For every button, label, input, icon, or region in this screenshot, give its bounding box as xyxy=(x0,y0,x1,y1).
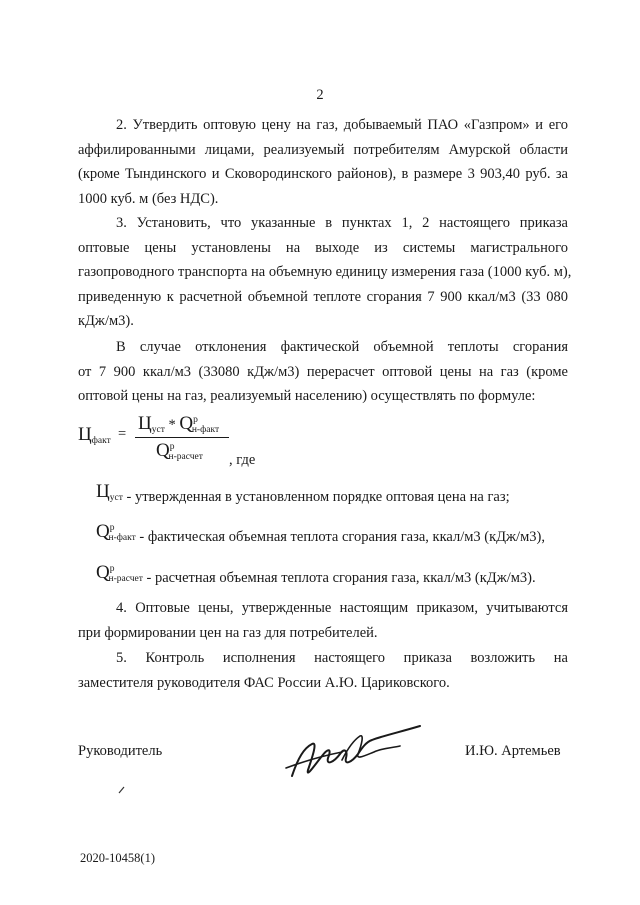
text-line: приведенную к расчетной объемной теплоте сгорания 7 900 ккал/м3 (33 080 xyxy=(78,288,568,305)
text-line: (кроме Тындинского и Сковородинского районов), в размере 3 903,40 руб. за xyxy=(78,166,568,182)
paragraph-5 xyxy=(78,646,568,695)
text-line: В случае отклонения фактической объемной теплоты сгорания xyxy=(116,339,568,355)
def-text: - утвержденная в установленном порядке оптовая цена на газ; xyxy=(122,489,510,505)
text-line: газопроводного транспорта на объемную единицу измерения газа (1000 куб. м), xyxy=(78,264,572,280)
text-line: аффилированными лицами, реализуемый потребителям Амурской области xyxy=(78,141,568,158)
pen-mark xyxy=(118,786,126,794)
paragraph-case xyxy=(78,335,568,409)
text-line: от 7 900 ккал/м3 (33080 кДж/м3) перерасчет оптовой цены на газ (кроме xyxy=(78,363,568,380)
definition-fact-heat xyxy=(96,521,545,546)
formula-equals: = xyxy=(118,426,127,442)
formula-num-b-sup: р xyxy=(193,415,198,425)
text-line: 2. Утвердить оптовую цену на газ, добываемый ПАО «Газпром» и его xyxy=(116,117,568,133)
definition-price xyxy=(96,481,510,506)
formula-num-a: Ц xyxy=(138,413,152,434)
formula-lhs-sub: факт xyxy=(91,436,111,446)
formula-tail: , где xyxy=(229,452,256,468)
text-line: оптовой цены на газ, реализуемый населению) осуществлять по формуле: xyxy=(78,388,536,404)
document-number: 2020-10458(1) xyxy=(80,851,155,865)
formula-times: * xyxy=(164,417,180,433)
def-text: - фактическая объемная теплота сгорания газа, ккал/м3 (кДж/м3), xyxy=(135,529,545,545)
formula-lhs: Ц xyxy=(78,424,92,445)
text-line: заместителя руководителя ФАС России А.Ю. Цариковского. xyxy=(78,674,450,691)
formula-num-b-sub: н-факт xyxy=(191,425,220,435)
def-symbol-sup: р xyxy=(109,564,115,574)
text-line: 3. Установить, что указанные в пунктах 1, 2 настоящего приказа xyxy=(116,215,568,231)
text-line: кДж/м3). xyxy=(78,313,134,329)
fraction-bar xyxy=(135,437,229,438)
def-symbol-sup: р xyxy=(109,523,115,533)
text-line: 1000 куб. м (без НДС). xyxy=(78,190,219,207)
def-symbol-sub: н-факт xyxy=(108,533,136,543)
signer-role: Руководитель xyxy=(78,743,163,759)
def-symbol: Q xyxy=(96,521,110,542)
handwritten-signature xyxy=(282,718,427,788)
formula-denominator xyxy=(156,440,203,462)
formula-den-sub: н-расчет xyxy=(168,452,203,462)
formula-den-sup: р xyxy=(169,442,175,452)
signer-name: И.Ю. Артемьев xyxy=(465,743,561,759)
def-symbol-sub: н-расчет xyxy=(108,574,143,584)
def-symbol-sub: уст xyxy=(109,493,123,503)
formula-numerator xyxy=(138,413,219,435)
paragraph-4 xyxy=(78,596,568,645)
page-number: 2 xyxy=(316,87,324,103)
formula-num-b: Q xyxy=(179,413,194,434)
def-symbol: Q xyxy=(96,562,110,583)
paragraph-3 xyxy=(78,211,572,334)
def-symbol: Ц xyxy=(96,481,110,502)
def-text: - расчетная объемная теплота сгорания газа, ккал/м3 (кДж/м3). xyxy=(142,570,536,586)
paragraph-2 xyxy=(78,113,568,211)
text-line: 5. Контроль исполнения настоящего приказа возложить на xyxy=(116,650,568,666)
formula-num-a-sub: уст xyxy=(151,425,165,435)
definition-calc-heat xyxy=(96,562,536,587)
text-line: оптовые цены установлены на выходе из системы магистрального xyxy=(78,239,568,256)
formula xyxy=(78,424,111,446)
text-line: 4. Оптовые цены, утвержденные настоящим приказом, учитываются xyxy=(116,600,568,616)
formula-den: Q xyxy=(156,440,170,461)
text-line: при формировании цен на газ для потребителей. xyxy=(78,624,378,641)
